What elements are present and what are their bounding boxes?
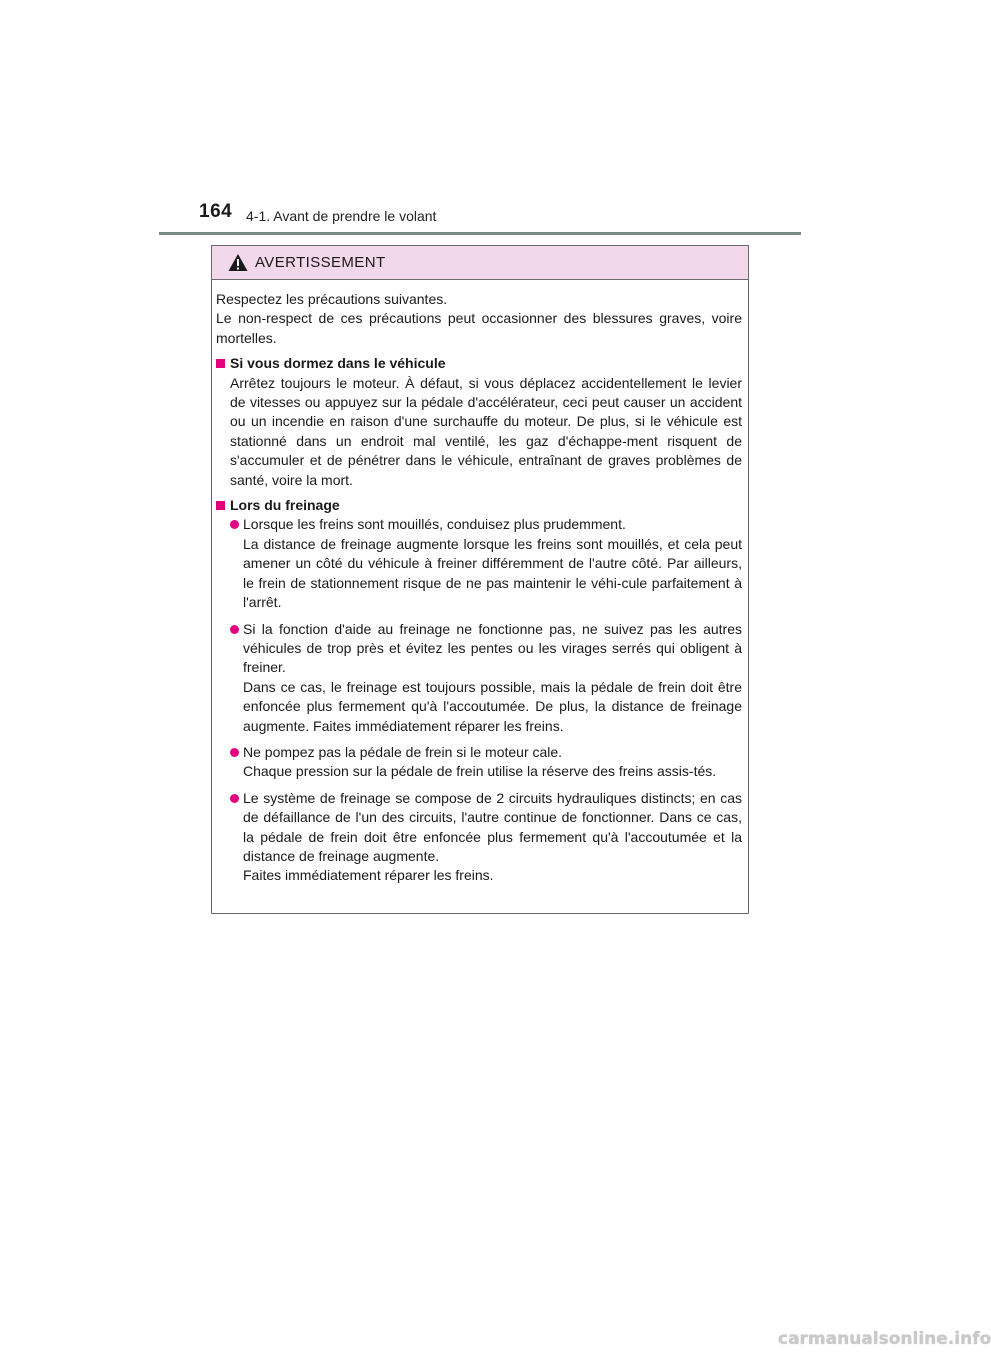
list-item-lead: Si la fonction d'aide au freinage ne fonctionne pas, ne suivez pas les autres véhicules de trop près et évitez les pentes ou les virages serrés qui obligent à freiner.: [243, 620, 742, 676]
section-heading-sleeping: [216, 354, 742, 373]
page-header: [0, 0, 960, 240]
section-title: 4-1. Avant de prendre le volant: [246, 208, 437, 224]
intro-line-2: Le non-respect de ces précautions peut occasionner des blessures graves, voire mortelles.: [216, 310, 742, 346]
square-bullet-icon: [216, 501, 225, 510]
list-item-text: Dans ce cas, le freinage est toujours possible, mais la pédale de frein doit être enfoncée plus fermement qu'à l'accoutumée. De plus, la distance de freinage augmente. Faites immédiatement réparer les freins.: [243, 678, 742, 734]
round-bullet-icon: [230, 794, 239, 803]
warning-triangle-icon: [228, 253, 248, 272]
round-bullet-icon: [230, 520, 239, 529]
list-item: [216, 515, 742, 612]
header-divider: [159, 232, 801, 235]
section-heading-label: Lors du freinage: [230, 497, 340, 514]
list-item-text: Faites immédiatement réparer les freins.: [243, 867, 494, 884]
warning-body: [212, 280, 748, 886]
list-item-text: La distance de freinage augmente lorsque les freins sont mouillés, et cela peut amener un côté du véhicule à freiner différemment de l'autre côté. Par ailleurs, le frein de stationnement risque de ne pas maintenir le véhi-cule parfaitement à l'arrêt.: [243, 535, 742, 611]
warning-title: AVERTISSEMENT: [255, 254, 386, 271]
warning-box: [211, 245, 749, 914]
list-item: [216, 620, 742, 736]
page-number: 164: [199, 201, 233, 222]
list-item-lead: Lorsque les freins sont mouillés, conduisez plus prudemment.: [243, 516, 626, 533]
watermark-logo: carmanualsonline.info: [778, 1329, 991, 1349]
list-item-text: Chaque pression sur la pédale de frein utilise la réserve des freins assis-tés.: [243, 763, 717, 780]
intro-line-1: Respectez les précautions suivantes.: [216, 291, 448, 307]
round-bullet-icon: [230, 625, 239, 634]
list-item-lead: Ne pompez pas la pédale de frein si le moteur cale.: [243, 743, 563, 760]
section-heading-label: Si vous dormez dans le véhicule: [230, 355, 446, 372]
section-text-sleeping: Arrêtez toujours le moteur. À défaut, si vous déplacez accidentellement le levier de vitesses ou appuyez sur la pédale d'accélérateur, ceci peut causer un accident ou un incendie en raison d'une surchauffe du moteur. De plus, si le véhicule est stationné dans un endroit mal ventilé, les gaz d'échappe-ment risquent de s'accumuler et de pénétrer dans le véhicule, entraînant de graves problèmes de santé, voire la mort.: [230, 374, 742, 488]
list-item: [216, 789, 742, 886]
warning-header: [212, 246, 748, 280]
list-item: [216, 743, 742, 782]
round-bullet-icon: [230, 748, 239, 757]
list-item-lead: Le système de freinage se compose de 2 circuits hydrauliques distincts; en cas de défaillance de l'un des circuits, l'autre continue de fonctionner. Dans ce cas, la pédale de frein doit être enfoncée plus fermement qu'à l'accoutumée et la distance de freinage augmente.: [243, 789, 742, 864]
section-heading-braking: [216, 496, 742, 515]
square-bullet-icon: [216, 359, 225, 368]
